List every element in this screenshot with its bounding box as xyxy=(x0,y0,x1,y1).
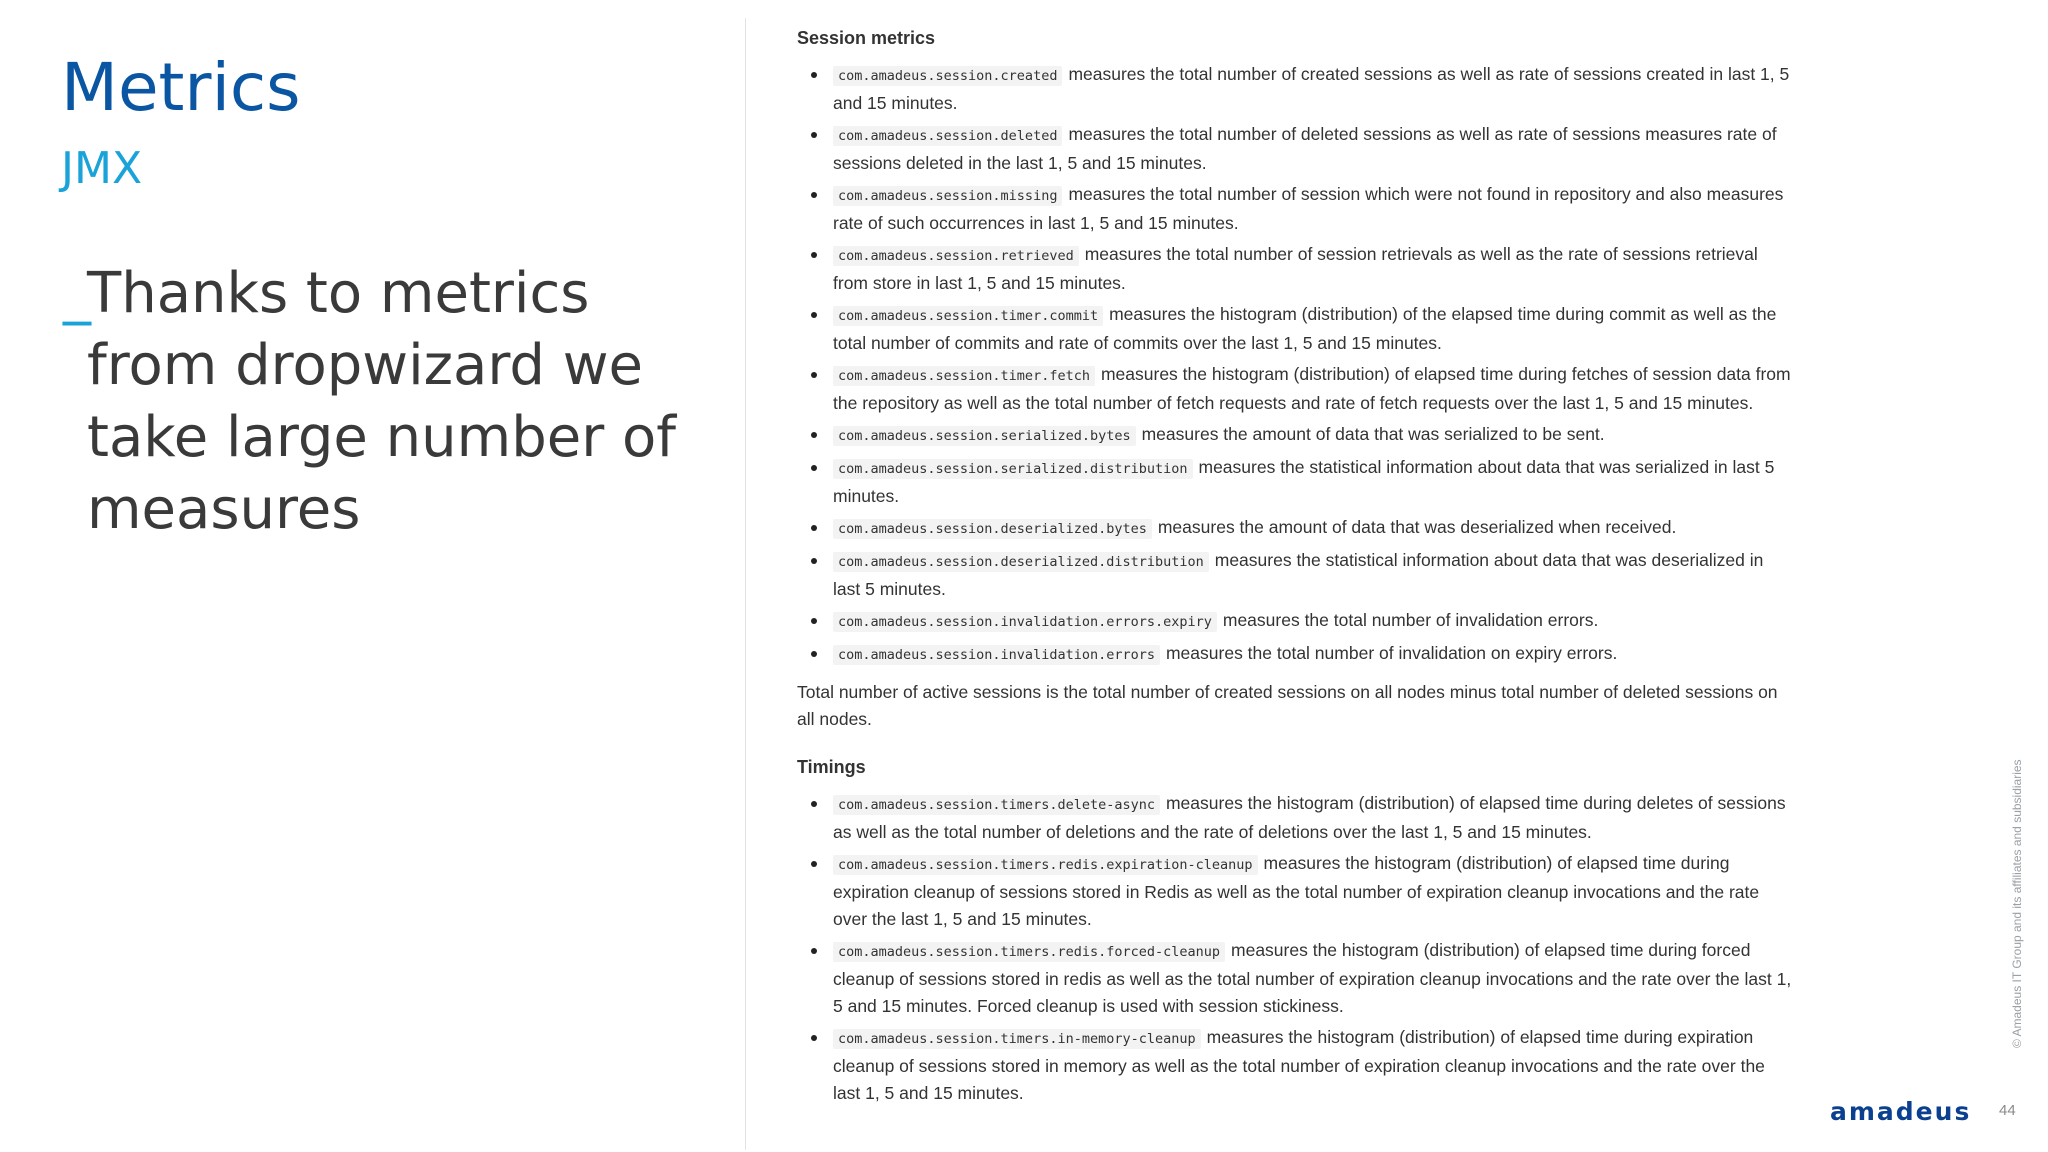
metric-code: com.amadeus.session.timers.delete-async xyxy=(833,795,1160,815)
slide-title: Metrics xyxy=(61,49,301,126)
timings-heading: Timings xyxy=(797,757,866,777)
metric-code: com.amadeus.session.timers.redis.forced-cleanup xyxy=(833,942,1225,962)
session-metrics-list xyxy=(797,61,1792,669)
copyright-notice: © Amadeus IT Group and its affiliates and subsidiaries xyxy=(2010,759,2024,1048)
list-item xyxy=(797,547,1792,603)
list-item xyxy=(797,121,1792,177)
list-item xyxy=(797,1024,1792,1107)
amadeus-logo: amadeus xyxy=(1830,1097,1972,1126)
metric-code: com.amadeus.session.timer.commit xyxy=(833,306,1103,326)
slide-subtitle: JMX xyxy=(61,143,143,194)
metric-code: com.amadeus.session.missing xyxy=(833,186,1062,206)
metric-code: com.amadeus.session.timer.fetch xyxy=(833,366,1095,386)
bullet-mark: _ xyxy=(63,261,91,326)
metric-description: measures the histogram (distribution) of elapsed time during forced cleanup of sessions stored in redis as well as the total number of expiration cleanup invocations and the rate over the last 1, 5 and 15 minutes. Forced cleanup is used with session stickiness. xyxy=(833,940,1792,1016)
metric-code: com.amadeus.session.invalidation.errors.expiry xyxy=(833,612,1217,632)
metric-description: measures the total number of session which were not found in repository and also measures rate of such occurrences in last 1, 5 and 15 minutes. xyxy=(833,184,1784,233)
list-item xyxy=(797,421,1792,450)
metric-description: measures the histogram (distribution) of elapsed time during expiration cleanup of sessions stored in Redis as well as the total number of expiration cleanup invocations and the rate over the last 1, 5 and 15 minutes. xyxy=(833,853,1760,929)
metric-description: measures the total number of session retrievals as well as the rate of sessions retrieval from store in last 1, 5 and 15 minutes. xyxy=(833,244,1758,293)
metric-description: measures the statistical information about data that was deserialized in last 5 minutes. xyxy=(833,550,1764,599)
metric-code: com.amadeus.session.deserialized.bytes xyxy=(833,519,1152,539)
metric-code: com.amadeus.session.serialized.bytes xyxy=(833,426,1136,446)
metric-code: com.amadeus.session.deserialized.distribution xyxy=(833,552,1209,572)
metric-description: measures the amount of data that was deserialized when received. xyxy=(1157,517,1677,537)
list-item xyxy=(797,640,1792,669)
bullet-text: Thanks to metrics from dropwizard we take large number of measures xyxy=(87,261,677,542)
metric-description: measures the histogram (distribution) of the elapsed time during commit as well as the total number of commits and rate of commits over the last 1, 5 and 15 minutes. xyxy=(833,304,1777,353)
session-metrics-heading: Session metrics xyxy=(797,28,936,48)
metric-description: measures the histogram (distribution) of elapsed time during deletes of sessions as well as the total number of deletions and the rate of deletions over the last 1, 5 and 15 minutes. xyxy=(833,793,1786,842)
metric-description: measures the total number of invalidation on expiry errors. xyxy=(1165,643,1618,663)
metric-description: measures the histogram (distribution) of elapsed time during fetches of session data from the repository as well as the total number of fetch requests and rate of fetch requests over the last 1, 5 and 15 minutes. xyxy=(833,364,1791,413)
list-item xyxy=(797,181,1792,237)
slide-bullet xyxy=(63,258,733,546)
metric-code: com.amadeus.session.created xyxy=(833,66,1062,86)
list-item xyxy=(797,454,1792,510)
list-item xyxy=(797,790,1792,846)
metric-code: com.amadeus.session.retrieved xyxy=(833,246,1079,266)
metric-code: com.amadeus.session.invalidation.errors xyxy=(833,645,1160,665)
list-item xyxy=(797,937,1792,1020)
active-sessions-note: Total number of active sessions is the total number of created sessions on all nodes minus total number of deleted sessions on all nodes. xyxy=(797,682,1778,729)
metric-code: com.amadeus.session.serialized.distribution xyxy=(833,459,1193,479)
metric-description: measures the total number of created sessions as well as rate of sessions created in last 1, 5 and 15 minutes. xyxy=(833,64,1790,113)
list-item xyxy=(797,301,1792,357)
timings-list xyxy=(797,790,1792,1107)
metric-code: com.amadeus.session.deleted xyxy=(833,126,1062,146)
documentation-screenshot xyxy=(797,24,1792,1117)
metric-code: com.amadeus.session.timers.redis.expiration-cleanup xyxy=(833,855,1258,875)
metric-description: measures the statistical information about data that was serialized in last 5 minutes. xyxy=(833,457,1775,506)
metric-description: measures the total number of invalidation errors. xyxy=(1222,610,1599,630)
metric-code: com.amadeus.session.timers.in-memory-cleanup xyxy=(833,1029,1201,1049)
metric-description: measures the total number of deleted sessions as well as rate of sessions measures rate of sessions deleted in the last 1, 5 and 15 minutes. xyxy=(833,124,1777,173)
page-number: 44 xyxy=(1999,1102,2016,1119)
list-item xyxy=(797,850,1792,933)
list-item xyxy=(797,607,1792,636)
panel-divider xyxy=(745,18,746,1150)
list-item xyxy=(797,241,1792,297)
metric-description: measures the histogram (distribution) of elapsed time during expiration cleanup of sessions stored in memory as well as the total number of expiration cleanup invocations and the rate over the last 1, 5 and 15 minutes. xyxy=(833,1027,1765,1103)
left-panel xyxy=(0,0,745,1152)
list-item xyxy=(797,61,1792,117)
list-item xyxy=(797,361,1792,417)
list-item xyxy=(797,514,1792,543)
metric-description: measures the amount of data that was serialized to be sent. xyxy=(1141,424,1605,444)
